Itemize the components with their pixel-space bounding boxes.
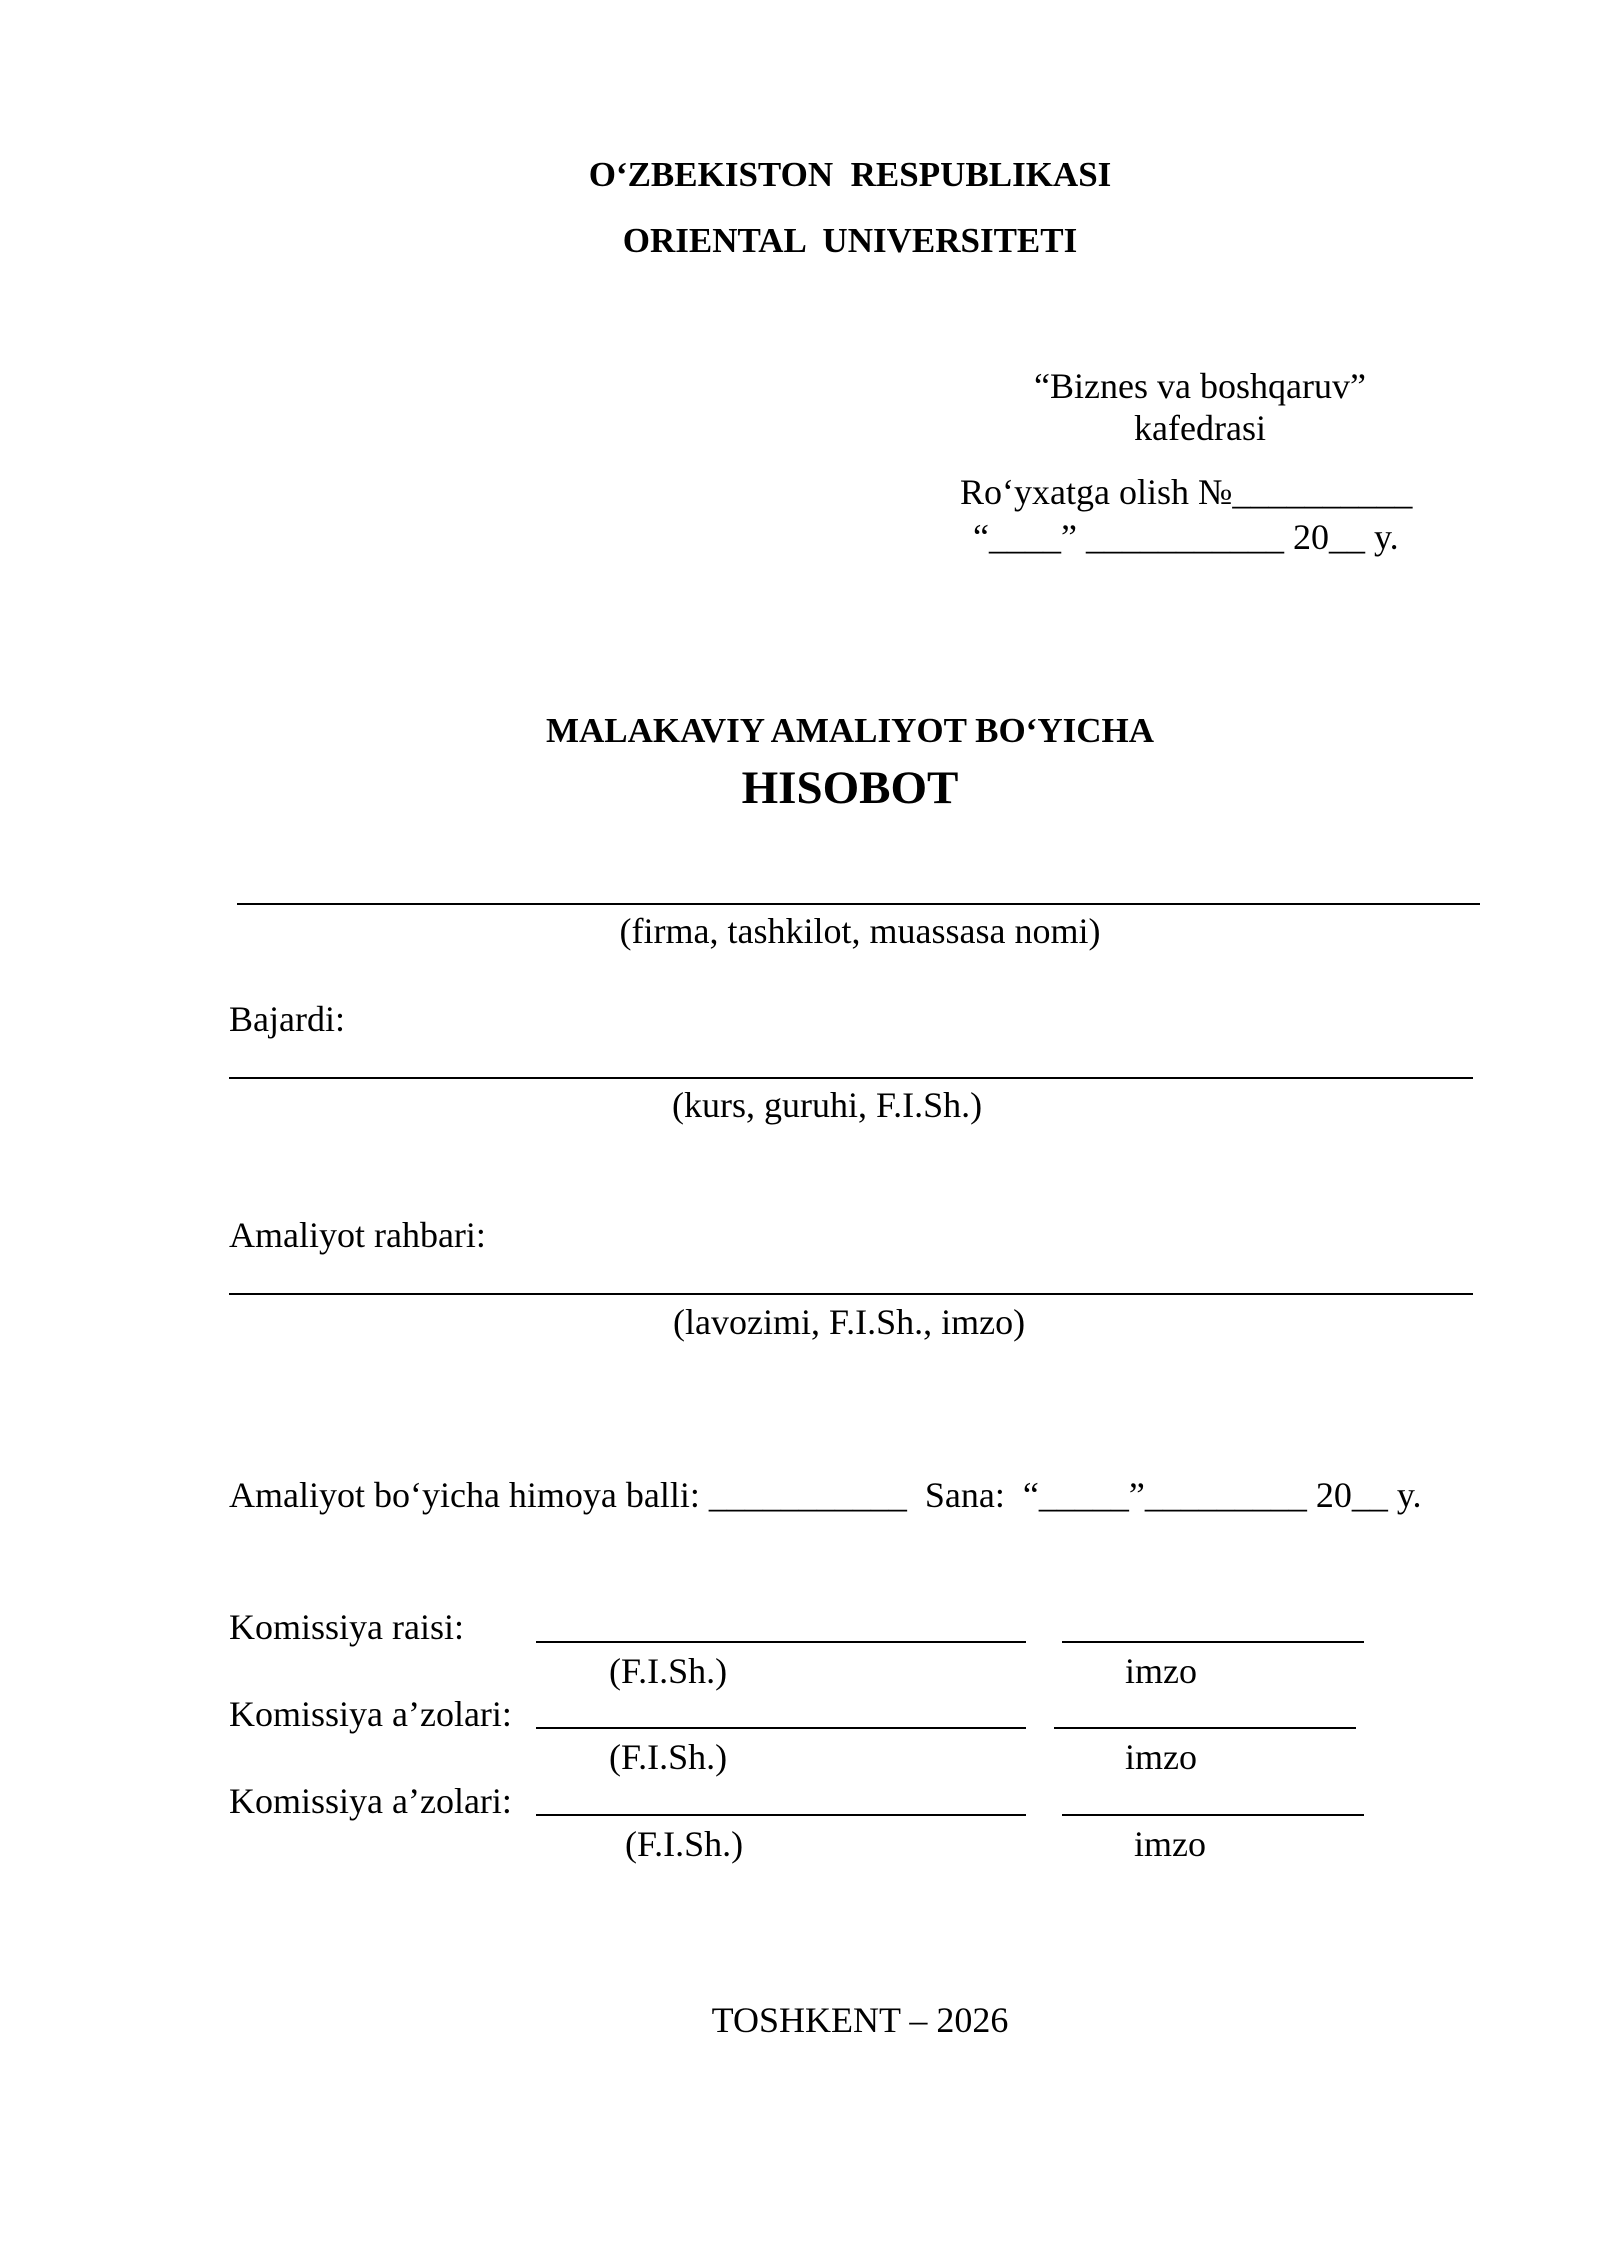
report-title: HISOBOT <box>741 762 959 814</box>
commission-chair-sign-caption: imzo <box>1125 1651 1197 1691</box>
performer-line <box>229 1077 1473 1079</box>
commission-chair-name-line <box>536 1641 1026 1643</box>
supervisor-caption: (lavozimi, F.I.Sh., imzo) <box>673 1302 1026 1342</box>
supervisor-line <box>229 1293 1473 1295</box>
commission-member-1-sign-line <box>1054 1727 1356 1729</box>
commission-member-2-sign-line <box>1062 1814 1364 1816</box>
defense-score-line: Amaliyot bo‘yicha himoya balli: ___________ Sana: “_____”_________ 20__ y. <box>229 1475 1422 1515</box>
commission-member-1-label: Komissiya a’zolari: <box>229 1694 512 1734</box>
commission-member-2-sign-caption: imzo <box>1134 1824 1206 1864</box>
commission-chair-name-caption: (F.I.Sh.) <box>609 1651 728 1691</box>
supervisor-label: Amaliyot rahbari: <box>229 1215 486 1255</box>
commission-member-2-name-caption: (F.I.Sh.) <box>625 1824 744 1864</box>
commission-member-2-name-line <box>536 1814 1026 1816</box>
header-country: O‘ZBEKISTON RESPUBLIKASI <box>588 155 1112 194</box>
report-subtitle: MALAKAVIY AMALIYOT BO‘YICHA <box>545 711 1155 750</box>
department-name: “Biznes va boshqaruv” <box>1034 366 1366 406</box>
firm-caption: (firma, tashkilot, muassasa nomi) <box>619 911 1101 951</box>
registration-date-field: “____” ___________ 20__ y. <box>973 517 1399 557</box>
department-word: kafedrasi <box>1134 408 1266 448</box>
performer-label: Bajardi: <box>229 999 345 1039</box>
firm-line <box>237 903 1480 905</box>
registration-number-field: Ro‘yxatga olish №__________ <box>960 472 1413 512</box>
performer-caption: (kurs, guruhi, F.I.Sh.) <box>672 1085 983 1125</box>
footer-city-year: TOSHKENT – 2026 <box>711 2000 1009 2040</box>
commission-chair-sign-line <box>1062 1641 1364 1643</box>
commission-member-2-label: Komissiya a’zolari: <box>229 1781 512 1821</box>
header-university: ORIENTAL UNIVERSITETI <box>622 221 1078 260</box>
commission-member-1-sign-caption: imzo <box>1125 1737 1197 1777</box>
commission-member-1-name-caption: (F.I.Sh.) <box>609 1737 728 1777</box>
commission-chair-label: Komissiya raisi: <box>229 1607 464 1647</box>
commission-member-1-name-line <box>536 1727 1026 1729</box>
